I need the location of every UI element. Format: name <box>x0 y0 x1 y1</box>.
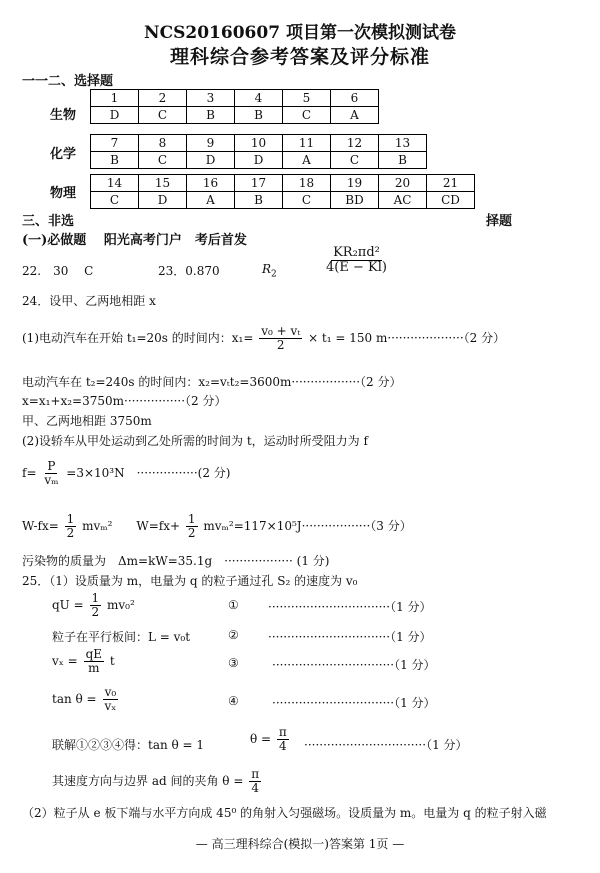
table-row <box>91 152 427 169</box>
table-cell: 16 <box>187 175 235 192</box>
q25-eq5-solution: 联解①②③④得：tan θ = 1 <box>52 738 205 752</box>
table-cell: 20 <box>379 175 427 192</box>
table-cell: D <box>139 192 187 209</box>
q24-pollutant-mass: 污染物的质量为 Δm=kW=35.1g ·················· (1 分) <box>22 554 330 568</box>
q25-angle-statement: 其速度方向与边界 ad 间的夹角 θ = $\frac{\pi}{4}$ <box>52 767 260 796</box>
fraction: $\frac{\pi}{4}$ <box>278 725 287 754</box>
table-cell: 17 <box>235 175 283 192</box>
q25-eq2-marker: ② <box>228 628 239 642</box>
table-cell: 21 <box>427 175 475 192</box>
fraction: $\frac{1}{2}$ <box>187 512 196 541</box>
q25-eq4-score: ································（1 分） <box>272 696 436 710</box>
table-cell: 10 <box>235 135 283 152</box>
q24-line3: x=x₁+x₂=3750m················（2 分） <box>22 394 227 408</box>
fraction: $\frac{\text{v₀ + vₜ}}{2}$ <box>261 324 301 353</box>
table-cell: 6 <box>331 90 379 107</box>
table-cell: 12 <box>331 135 379 152</box>
table-cell: BD <box>331 192 379 209</box>
table-row <box>91 192 475 209</box>
table-cell: 14 <box>91 175 139 192</box>
table-cell: D <box>91 107 139 124</box>
fraction: $\frac{P}{\text{vₘ}}$ <box>44 459 59 488</box>
table-cell: 15 <box>139 175 187 192</box>
table-cell: A <box>331 107 379 124</box>
physics-answer-table <box>90 174 475 209</box>
table-cell: CD <box>427 192 475 209</box>
q25-part2: （2）粒子从 e 板下端与水平方向成 45⁰ 的角射入匀强磁场。设质量为 m。电量为 q 的粒子射入磁 <box>22 806 547 820</box>
chemistry-label: 化学 <box>50 147 77 162</box>
table-cell: 9 <box>187 135 235 152</box>
table-cell: D <box>187 152 235 169</box>
table-cell: B <box>235 107 283 124</box>
q25-eq2-score: ································（1 分） <box>268 630 432 644</box>
table-cell: 5 <box>283 90 331 107</box>
required-section-heading: (一)必做题 阳光高考门户 考后首发 <box>22 233 247 248</box>
table-cell: C <box>139 107 187 124</box>
q23-answer: 23．0.870 <box>158 264 220 278</box>
q25-eq5-theta: θ = $\frac{\pi}{4}$ <box>250 725 287 754</box>
q24-force-equation: f= $\frac{P}{\text{vₘ}}$ =3×10³N ················(2 分) <box>22 459 231 488</box>
table-cell: 3 <box>187 90 235 107</box>
table-cell: 11 <box>283 135 331 152</box>
table-row <box>91 90 379 107</box>
q23-r2: $R_2$ <box>262 262 277 280</box>
table-cell: 2 <box>139 90 187 107</box>
fraction: $\frac{1}{2}$ <box>91 591 100 620</box>
table-cell: B <box>379 152 427 169</box>
q25-intro: 25．（1）设质量为 m，电量为 q 的粒子通过孔 S₂ 的速度为 v₀ <box>22 574 358 588</box>
section-multiple-choice-label: 一一二、选择题 <box>22 74 114 89</box>
q25-eq1-marker: ① <box>228 598 239 612</box>
document-subtitle: 理科综合参考答案及评分标准 <box>169 46 430 68</box>
table-cell: C <box>331 152 379 169</box>
q24-line1: (1)电动汽车在开始 t₁=20s 的时间内：x₁= $\frac{\text{v₀ + vₜ}}{2}$ × t₁ = 150 m····················（2 分） <box>22 324 506 353</box>
q25-eq5-score: ································（1 分） <box>304 738 468 752</box>
table-cell: AC <box>379 192 427 209</box>
table-cell: 19 <box>331 175 379 192</box>
table-cell: A <box>187 192 235 209</box>
table-cell: C <box>91 192 139 209</box>
q24-intro: 24．设甲、乙两地相距 x <box>22 294 156 308</box>
table-cell: 8 <box>139 135 187 152</box>
q24-line4: 甲、乙两地相距 3750m <box>22 414 152 428</box>
table-cell: 13 <box>379 135 427 152</box>
table-cell: B <box>187 107 235 124</box>
fraction-numerator: KR₂πd² <box>333 245 380 260</box>
fraction-denominator: 4(E − Kl) <box>326 260 387 276</box>
table-row <box>91 135 427 152</box>
fraction: $\frac{\text{v₀}}{\text{vₓ}}$ <box>104 685 117 714</box>
fraction: $\frac{1}{2}$ <box>66 512 75 541</box>
table-row <box>91 107 379 124</box>
page-footer: — 高三理科综合(模拟一)答案第 1页 — <box>195 837 405 851</box>
table-row <box>91 175 475 192</box>
biology-label: 生物 <box>50 108 77 123</box>
fraction: $\frac{qE}{m}$ <box>85 647 103 676</box>
table-cell: A <box>283 152 331 169</box>
table-cell: C <box>283 107 331 124</box>
fraction <box>324 246 389 276</box>
table-cell: 1 <box>91 90 139 107</box>
q24-line2: 电动汽车在 t₂=240s 的时间内：x₂=vₜt₂=3600m··················（2 分） <box>22 375 402 389</box>
q24-line5: (2)设轿车从甲处运动到乙处所需的时间为 t，运动时所受阻力为 f <box>22 434 368 448</box>
q25-eq3-marker: ③ <box>228 656 239 670</box>
q25-eq1-score: ································（1 分） <box>268 600 432 614</box>
document-title: NCS20160607 项目第一次模拟测试卷 <box>144 23 456 43</box>
table-cell: 18 <box>283 175 331 192</box>
q22-answer: 22. 30 C <box>22 264 94 278</box>
table-cell: 4 <box>235 90 283 107</box>
table-cell: C <box>283 192 331 209</box>
q25-eq3-score: ································（1 分） <box>272 658 436 672</box>
chemistry-answer-table <box>90 134 427 169</box>
biology-answer-table <box>90 89 379 124</box>
section-non-choice-label-right: 择题 <box>486 214 513 229</box>
q25-eq4-marker: ④ <box>228 694 239 708</box>
q24-work-equation: W-fx= $\frac{1}{2}$ mvₘ² W=fx+ $\frac{1}{2}$ mvₘ²=117×10⁵J··················（3 分） <box>22 512 412 541</box>
table-cell: D <box>235 152 283 169</box>
q25-eq3: vₓ = $\frac{qE}{m}$ t <box>52 647 115 676</box>
q25-eq2: 粒子在平行板间：L = v₀t <box>52 630 191 644</box>
table-cell: C <box>139 152 187 169</box>
table-cell: 7 <box>91 135 139 152</box>
physics-label: 物理 <box>50 186 77 201</box>
q25-eq1: qU = $\frac{1}{2}$ mv₀² <box>52 591 135 620</box>
q23-formula <box>322 246 391 276</box>
fraction: $\frac{\pi}{4}$ <box>251 767 260 796</box>
section-non-choice-label-left: 三、非选 <box>22 214 75 229</box>
table-cell: B <box>91 152 139 169</box>
table-cell: B <box>235 192 283 209</box>
q25-eq4: tan θ = $\frac{\text{v₀}}{\text{vₓ}}$ <box>52 685 117 714</box>
